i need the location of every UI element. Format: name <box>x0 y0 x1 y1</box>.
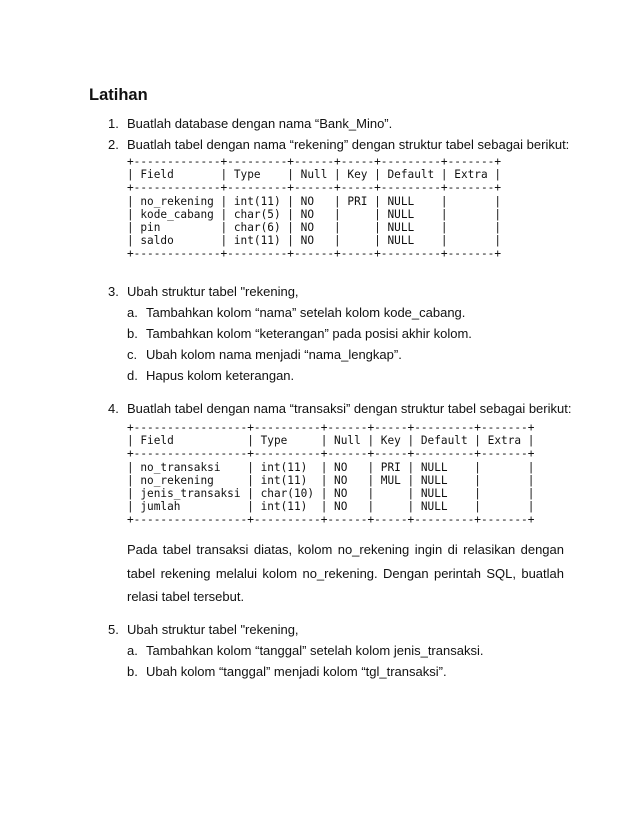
q1-number: 1. <box>108 116 119 131</box>
q4-text: Buatlah tabel dengan nama “transaksi” dengan struktur tabel sebagai berikut: <box>127 401 572 416</box>
page-title: Latihan <box>89 86 148 104</box>
q3d-text: Hapus kolom keterangan. <box>146 368 295 383</box>
rekening-structure-table: +-------------+---------+------+-----+---------+-------+ | Field | Type | Null | Key | Default | Extra | +-------------+---------+------+-----+---------+-------+ | no_rekening | int(11) | NO | PRI | NULL | | | kode_cabang | char(5) | NO | | NULL | | | pin | char(6) | NO | | NULL | | | saldo | int(11) | NO | | NULL | | +-------------+---------+------+-----+---------+-------+ <box>127 155 502 261</box>
q3a-letter: a. <box>127 305 138 320</box>
q1-text: Buatlah database dengan nama “Bank_Mino”. <box>127 116 393 131</box>
q5-text: Ubah struktur tabel "rekening, <box>127 622 299 637</box>
q3c-letter: c. <box>127 347 138 362</box>
transaksi-structure-table: +-----------------+----------+------+-----+---------+-------+ | Field | Type | Null | Key | Default | Extra | +-----------------+----------+------+-----+---------+-------+ | no_transaksi | int(11) | NO | PRI | NULL | | | no_rekening | int(11) | NO | MUL | NULL | | | jenis_transaksi | char(10) | NO | | NULL | | | jumlah | int(11) | NO | | NULL | | +-----------------+----------+------+-----+---------+-------+ <box>127 421 535 527</box>
q3b-letter: b. <box>127 326 138 341</box>
q3-text: Ubah struktur tabel "rekening, <box>127 284 299 299</box>
q5b-letter: b. <box>127 664 138 679</box>
q4-number: 4. <box>108 401 119 416</box>
q3c-text: Ubah kolom nama menjadi “nama_lengkap”. <box>146 347 402 362</box>
q3d-letter: d. <box>127 368 138 383</box>
q3-number: 3. <box>108 284 119 299</box>
q2-number: 2. <box>108 137 119 152</box>
q5b-text: Ubah kolom “tanggal” menjadi kolom “tgl_transaksi”. <box>146 664 447 679</box>
q5a-text: Tambahkan kolom “tanggal” setelah kolom jenis_transaksi. <box>146 643 484 658</box>
q3a-text: Tambahkan kolom “nama” setelah kolom kode_cabang. <box>146 305 466 320</box>
q2-text: Buatlah tabel dengan nama “rekening” dengan struktur tabel sebagai berikut: <box>127 137 570 152</box>
q3b-text: Tambahkan kolom “keterangan” pada posisi akhir kolom. <box>146 326 472 341</box>
relation-instruction: Pada tabel transaksi diatas, kolom no_rekening ingin di relasikan dengan tabel rekening melalui kolom no_rekening. Dengan perintah SQL, buatlah relasi tabel tersebut. <box>127 542 564 604</box>
q5-number: 5. <box>108 622 119 637</box>
q5a-letter: a. <box>127 643 138 658</box>
